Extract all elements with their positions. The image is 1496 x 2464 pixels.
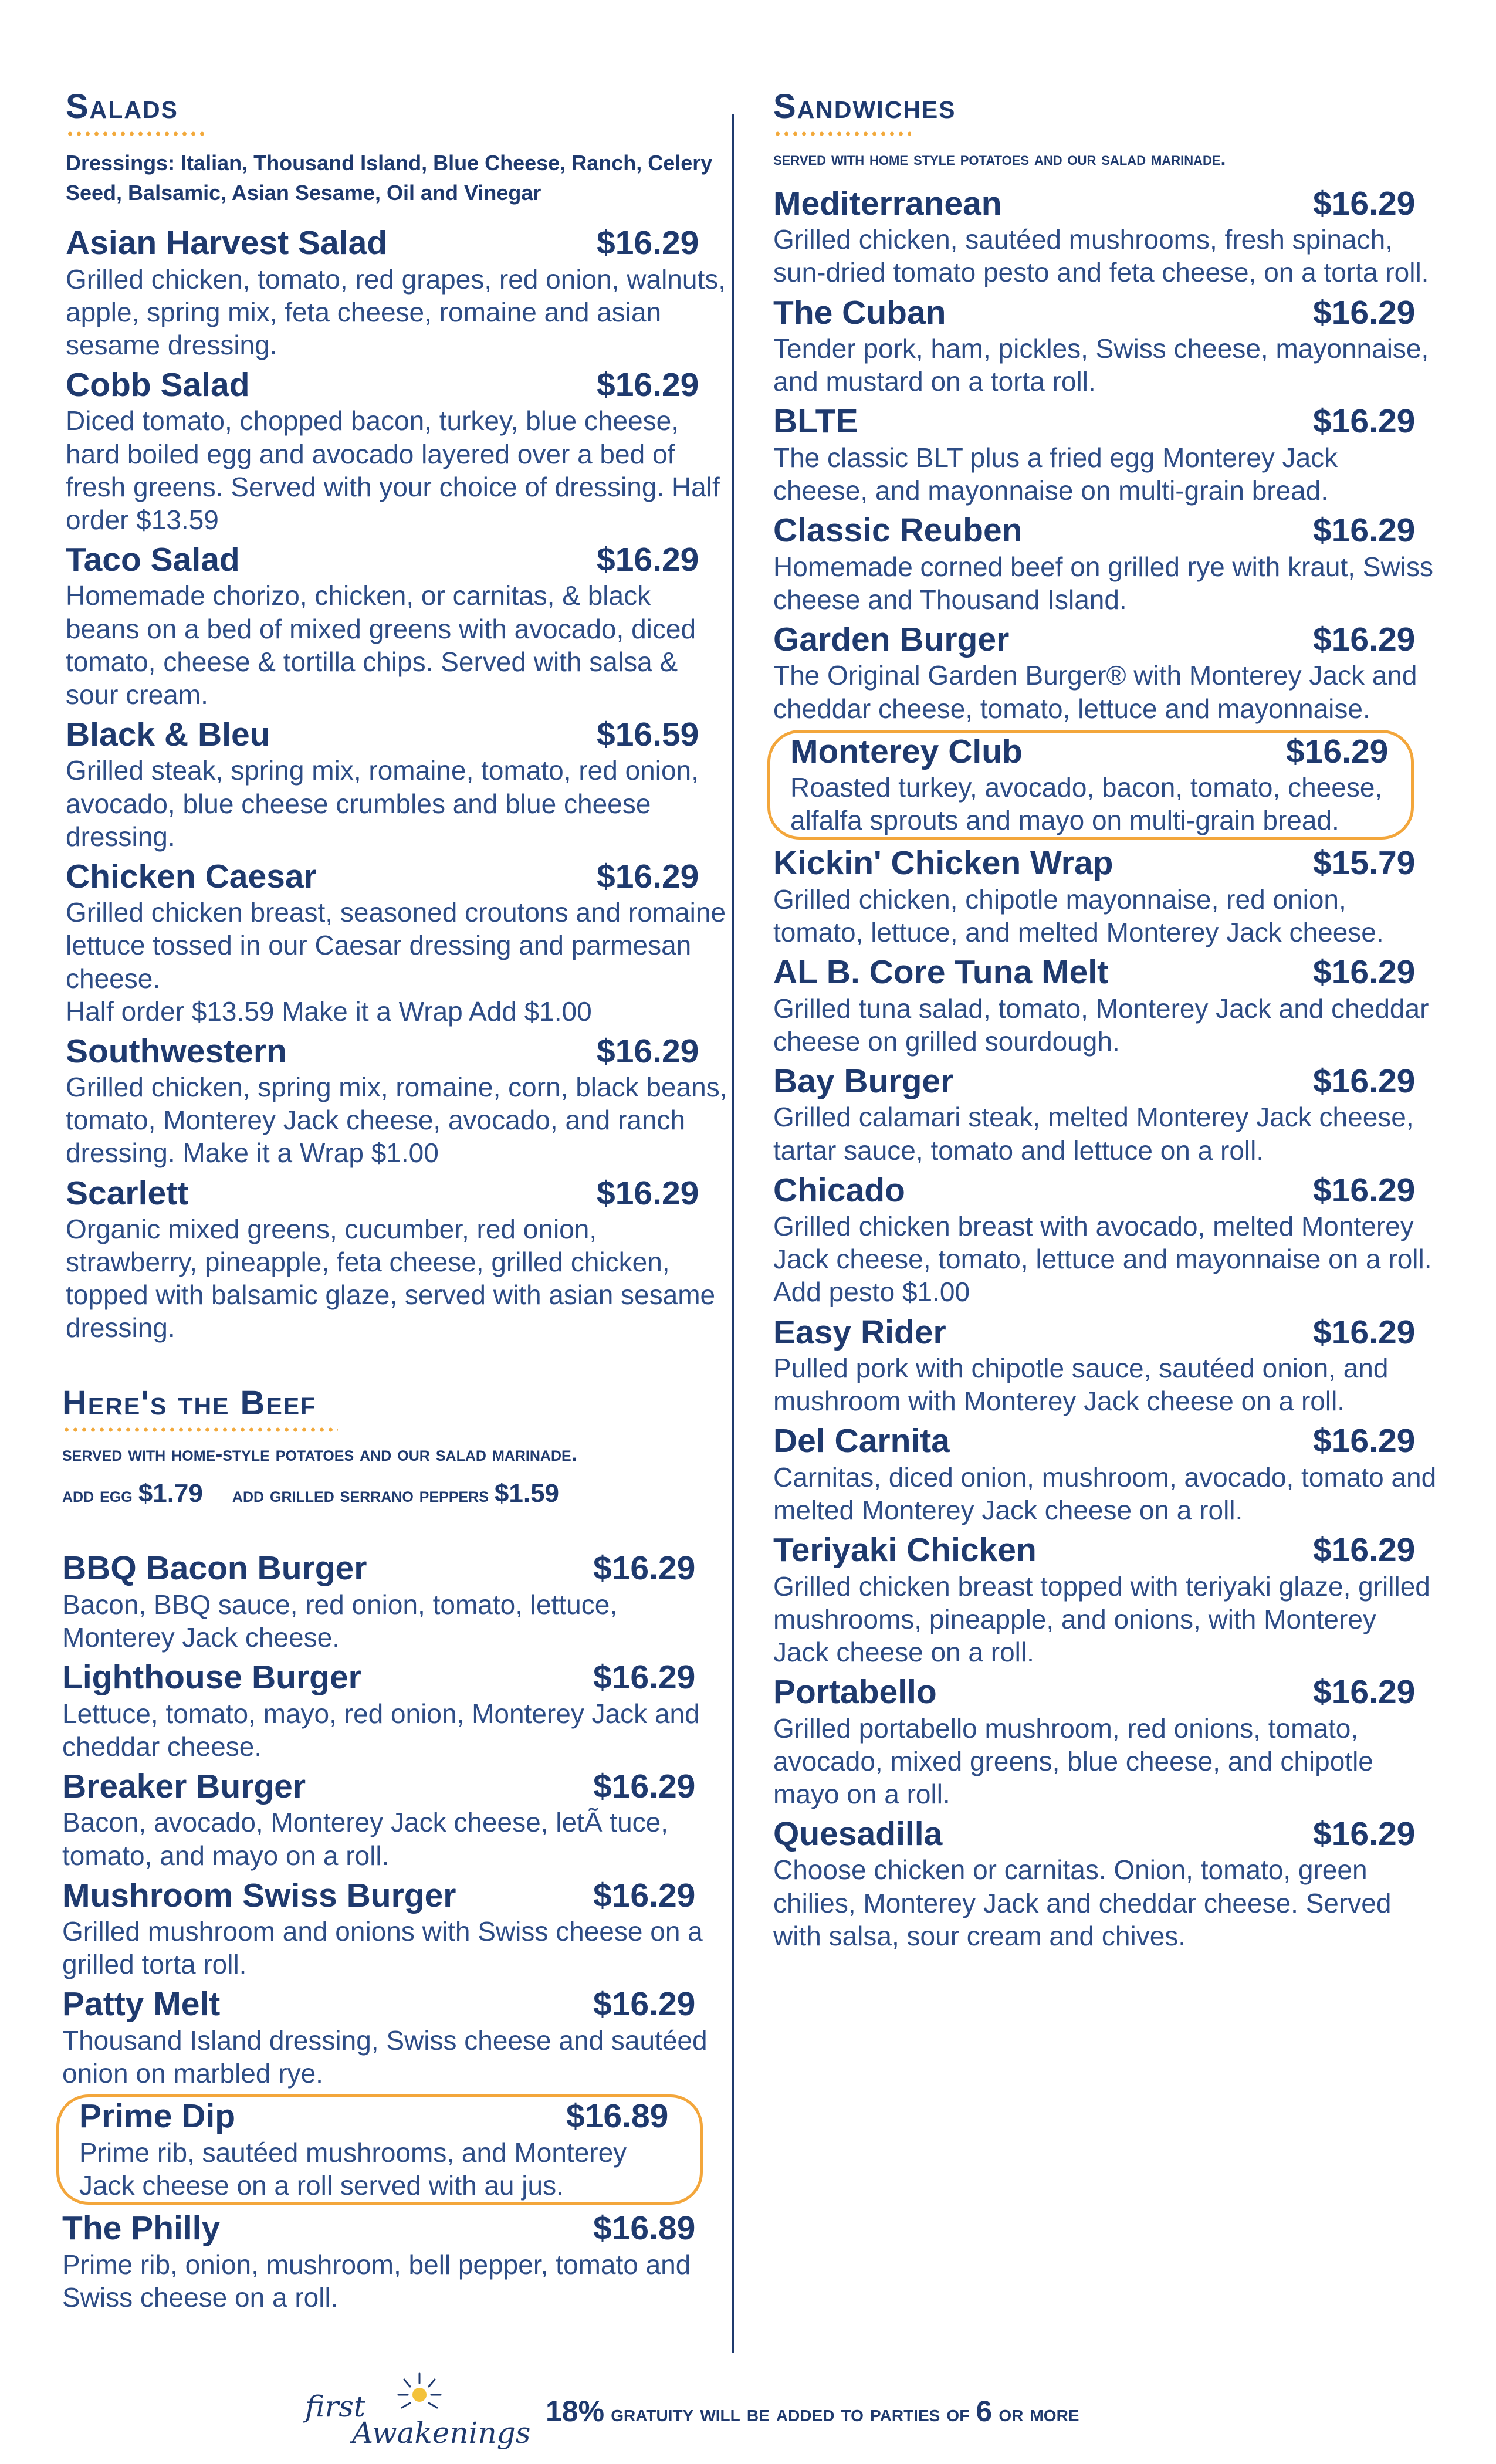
menu-item-header bbox=[773, 184, 1416, 224]
menu-item-description: Diced tomato, chopped bacon, turkey, blue cheese, hard boiled egg and avocado layered over a bed of fresh greens. Served with your choice of dressing. Half order $13.59 bbox=[66, 405, 720, 535]
menu-item-name: Quesadilla bbox=[773, 1815, 943, 1853]
menu-item bbox=[773, 953, 1439, 1058]
menu-item-header bbox=[62, 1877, 696, 1915]
menu-item-header bbox=[66, 366, 699, 405]
gratuity-text-mid: gratuity will be added to parties of bbox=[604, 2401, 976, 2426]
menu-item bbox=[773, 621, 1439, 725]
menu-item-description: Homemade chorizo, chicken, or carnitas, & black beans on a bed of mixed greens with avocado, diced tomato, cheese & tortilla chips. Served with salsa & sour cream. bbox=[66, 580, 696, 710]
menu-item bbox=[773, 844, 1439, 949]
menu-item bbox=[66, 541, 732, 711]
menu-item-header bbox=[62, 1768, 696, 1806]
footer bbox=[305, 2370, 1244, 2452]
menu-item bbox=[66, 1175, 732, 1345]
menu-item-description: Grilled mushroom and onions with Swiss cheese on a grilled torta roll. bbox=[62, 1916, 703, 1980]
menu-item-name: BLTE bbox=[773, 402, 858, 441]
menu-item-header bbox=[62, 1659, 696, 1697]
menu-item bbox=[773, 294, 1439, 398]
beef-title: Here's the Beef bbox=[62, 1383, 317, 1422]
menu-item-description: Grilled portabello mushroom, red onions, tomato, avocado, mixed greens, blue cheese, and chipotle mayo on a roll. bbox=[773, 1712, 1373, 1809]
menu-item-name: Mushroom Swiss Burger bbox=[62, 1876, 456, 1914]
menu-item-name: Patty Melt bbox=[62, 1985, 221, 2023]
logo-line2: Awakenings bbox=[352, 2416, 531, 2450]
menu-item-name: Monterey Club bbox=[790, 732, 1023, 770]
menu-item bbox=[62, 2209, 732, 2314]
menu-item-description: Grilled chicken breast, seasoned croutons and romaine lettuce tossed in our Caesar dressing and parmesan cheese. bbox=[66, 897, 726, 994]
menu-item-description: Prime rib, onion, mushroom, bell pepper, tomato and Swiss cheese on a roll. bbox=[62, 2249, 691, 2313]
menu-item-header bbox=[79, 2097, 669, 2136]
menu-item-price: $16.89 bbox=[566, 2097, 669, 2135]
menu-item-price: $16.89 bbox=[593, 2209, 696, 2247]
menu-item-price: $16.29 bbox=[1313, 1062, 1416, 1100]
menu-item bbox=[62, 1768, 732, 1872]
menu-item bbox=[66, 858, 732, 1028]
menu-item-name: Southwestern bbox=[66, 1032, 287, 1070]
menu-item-description: Bacon, avocado, Monterey Jack cheese, letÃ tuce, tomato, and mayo on a roll. bbox=[62, 1807, 669, 1871]
beef-addons bbox=[62, 1479, 732, 1508]
menu-item-price: $16.29 bbox=[1313, 1422, 1416, 1460]
menu-item-name: Chicken Caesar bbox=[66, 857, 317, 895]
menu-item bbox=[62, 1877, 732, 1981]
menu-item-header bbox=[66, 1033, 699, 1071]
menu-item-name: Taco Salad bbox=[66, 540, 240, 578]
menu-item-description: Grilled tuna salad, tomato, Monterey Jack and cheddar cheese on grilled sourdough. bbox=[773, 993, 1429, 1057]
menu-item-description: The Original Garden Burger® with Monterey Jack and cheddar cheese, tomato, lettuce and mayonnaise. bbox=[773, 660, 1417, 724]
addon-serrano-price: $1.59 bbox=[494, 1479, 560, 1508]
menu-item-header bbox=[66, 716, 699, 754]
menu-item-description: Carnitas, diced onion, mushroom, avocado, tomato and melted Monterey Jack cheese on a roll. bbox=[773, 1461, 1437, 1525]
menu-item-name: Del Carnita bbox=[773, 1422, 950, 1460]
menu-item-price: $16.29 bbox=[1313, 953, 1416, 991]
menu-item-price: $16.29 bbox=[1313, 1815, 1416, 1853]
salads-title: Salads bbox=[66, 87, 178, 126]
menu-item-header bbox=[66, 858, 699, 896]
menu-item-name: Scarlett bbox=[66, 1174, 189, 1212]
menu-item-description: Bacon, BBQ sauce, red onion, tomato, lettuce, Monterey Jack cheese. bbox=[62, 1589, 618, 1653]
menu-item-description: Grilled chicken, spring mix, romaine, corn, black beans, tomato, Monterey Jack cheese, avocado, and ranch dressing. Make it a Wrap $1.00 bbox=[66, 1072, 727, 1169]
menu-item bbox=[773, 1062, 1439, 1167]
beef-note: served with home-style potatoes and our salad marinade. bbox=[62, 1441, 577, 1466]
menu-item-header bbox=[62, 1985, 696, 2024]
menu-item bbox=[773, 1815, 1439, 1952]
menu-item-price: $16.29 bbox=[1313, 402, 1416, 441]
menu-item bbox=[773, 402, 1439, 507]
menu-item-description: Grilled chicken, chipotle mayonnaise, red onion, tomato, lettuce, and melted Monterey Jack cheese. bbox=[773, 884, 1384, 948]
sandwiches-title-dots bbox=[773, 131, 911, 136]
menu-item-header bbox=[773, 953, 1416, 992]
menu-item-price: $16.29 bbox=[1313, 512, 1416, 550]
menu-item-header bbox=[66, 224, 699, 263]
menu-item-price: $16.29 bbox=[593, 1876, 696, 1914]
menu-item-price: $16.29 bbox=[593, 1985, 696, 2023]
menu-item-name: Bay Burger bbox=[773, 1062, 954, 1100]
menu-item-price: $16.29 bbox=[1313, 620, 1416, 658]
menu-item-price: $16.29 bbox=[593, 1549, 696, 1588]
menu-item-description: Homemade corned beef on grilled rye with kraut, Swiss cheese and Thousand Island. bbox=[773, 551, 1433, 615]
salads-section bbox=[66, 88, 732, 1345]
menu-item bbox=[773, 1314, 1439, 1418]
addon-egg-label: add egg bbox=[62, 1483, 133, 1507]
menu-item-header bbox=[773, 1171, 1416, 1210]
menu-item-name: Classic Reuben bbox=[773, 512, 1023, 550]
menu-item-description: Thousand Island dressing, Swiss cheese and sautéed onion on marbled rye. bbox=[62, 2025, 708, 2089]
menu-item-name: The Cuban bbox=[773, 293, 946, 331]
gratuity-notice bbox=[546, 2394, 1079, 2428]
logo-line1: first bbox=[305, 2389, 366, 2424]
menu-item bbox=[773, 1422, 1439, 1527]
menu-item-header bbox=[773, 293, 1416, 333]
menu-item-header bbox=[62, 2209, 696, 2248]
sandwiches-list bbox=[773, 185, 1439, 1952]
left-column bbox=[62, 87, 732, 2314]
menu-item-name: Portabello bbox=[773, 1673, 937, 1711]
menu-item-name: The Philly bbox=[62, 2209, 221, 2247]
menu-item bbox=[773, 185, 1439, 289]
menu-item-header bbox=[66, 1175, 699, 1213]
beef-list bbox=[62, 1549, 732, 2313]
menu-item-header bbox=[773, 402, 1416, 441]
sandwiches-note: served with home style potatoes and our salad marinade. bbox=[773, 147, 1226, 169]
salads-title-dots bbox=[66, 131, 204, 136]
menu-item-name: Lighthouse Burger bbox=[62, 1659, 361, 1697]
menu-item-price: $16.29 bbox=[1313, 1171, 1416, 1209]
menu-item-header bbox=[773, 1313, 1416, 1352]
right-column bbox=[773, 88, 1439, 1952]
menu-item-header bbox=[773, 1815, 1416, 1854]
addon-serrano-label: add grilled serrano peppers bbox=[232, 1483, 489, 1507]
menu-item-name: Chicado bbox=[773, 1171, 905, 1209]
sandwiches-title: Sandwiches bbox=[773, 87, 956, 126]
menu-item-price: $16.29 bbox=[597, 224, 699, 262]
menu-item-price: $16.29 bbox=[1313, 184, 1416, 222]
addon-egg-price: $1.79 bbox=[138, 1479, 203, 1508]
menu-item-header bbox=[773, 1062, 1416, 1101]
first-awakenings-logo bbox=[305, 2370, 531, 2452]
menu-item-price: $16.29 bbox=[593, 1659, 696, 1697]
menu-item-name: AL B. Core Tuna Melt bbox=[773, 953, 1109, 991]
menu-item-description: Grilled chicken, tomato, red grapes, red onion, walnuts, apple, spring mix, feta cheese, romaine and asian sesame dressing. bbox=[66, 263, 726, 360]
logo-text bbox=[305, 2389, 531, 2450]
menu-item-name: BBQ Bacon Burger bbox=[62, 1549, 367, 1588]
menu-item-extra: Half order $13.59 Make it a Wrap Add $1.00 bbox=[66, 996, 592, 1027]
menu-item-name: Easy Rider bbox=[773, 1313, 946, 1351]
menu-item-header bbox=[773, 1673, 1416, 1712]
menu-item-description: Organic mixed greens, cucumber, red onion, strawberry, pineapple, feta cheese, grilled chicken, topped with balsamic glaze, served with asian sesame dressing. bbox=[66, 1214, 716, 1343]
menu-item bbox=[66, 224, 732, 361]
menu-item-header bbox=[790, 732, 1389, 771]
beef-section bbox=[62, 1385, 732, 2314]
menu-item-price: $16.29 bbox=[597, 1174, 699, 1212]
menu-item-price: $16.29 bbox=[597, 857, 699, 895]
menu-item bbox=[62, 1549, 732, 1654]
menu-item-name: Breaker Burger bbox=[62, 1767, 306, 1805]
menu-item-header bbox=[773, 1531, 1416, 1570]
menu-item-description: Tender pork, ham, pickles, Swiss cheese, mayonnaise, and mustard on a torta roll. bbox=[773, 333, 1429, 397]
gratuity-party-size: 6 bbox=[976, 2395, 993, 2428]
salads-list bbox=[66, 224, 732, 1345]
menu-item-price: $16.29 bbox=[1286, 732, 1389, 770]
gratuity-percent: 18% bbox=[546, 2395, 605, 2428]
menu-item-description: Prime rib, sautéed mushrooms, and Monterey Jack cheese on a roll served with au jus. bbox=[79, 2137, 627, 2201]
menu-item-description: Grilled steak, spring mix, romaine, tomato, red onion, avocado, blue cheese crumbles and blue cheese dressing. bbox=[66, 755, 699, 852]
menu-item-header bbox=[773, 1422, 1416, 1461]
menu-item-price: $16.29 bbox=[1313, 1313, 1416, 1351]
menu-item-description: The classic BLT plus a fried egg Monterey Jack cheese, and mayonnaise on multi-grain bread. bbox=[773, 442, 1338, 506]
menu-item-price: $16.29 bbox=[597, 1032, 699, 1070]
salads-dressings: Dressings: Italian, Thousand Island, Blue Cheese, Ranch, Celery Seed, Balsamic, Asian Sesame, Oil and Vinegar bbox=[66, 150, 713, 205]
menu-item-name: Mediterranean bbox=[773, 184, 1002, 222]
menu-item-price: $16.59 bbox=[597, 715, 699, 753]
menu-item-header bbox=[66, 541, 699, 580]
menu-item-description: Roasted turkey, avocado, bacon, tomato, cheese, alfalfa sprouts and mayo on multi-grain bread. bbox=[790, 772, 1383, 836]
menu-item bbox=[773, 512, 1439, 616]
menu-item-price: $16.29 bbox=[1313, 1673, 1416, 1711]
menu-item-name: Asian Harvest Salad bbox=[66, 224, 388, 262]
menu-item bbox=[773, 1531, 1439, 1668]
menu-item-name: Kickin' Chicken Wrap bbox=[773, 844, 1113, 882]
beef-title-dots bbox=[62, 1427, 338, 1432]
menu-item-name: Black & Bleu bbox=[66, 715, 270, 753]
menu-item-name: Cobb Salad bbox=[66, 365, 250, 404]
menu-item-description: Lettuce, tomato, mayo, red onion, Monterey Jack and cheddar cheese. bbox=[62, 1698, 700, 1762]
menu-item bbox=[773, 1172, 1439, 1309]
menu-item-description: Choose chicken or carnitas. Onion, tomato, green chilies, Monterey Jack and cheddar cheese. Served with salsa, sour cream and chives. bbox=[773, 1854, 1392, 1951]
menu-item-header bbox=[773, 512, 1416, 550]
menu-item bbox=[56, 2094, 703, 2205]
menu-item-header bbox=[773, 620, 1416, 659]
menu-item bbox=[66, 366, 732, 536]
column-divider bbox=[732, 114, 734, 2353]
menu-item-price: $16.29 bbox=[597, 365, 699, 404]
menu-item-price: $16.29 bbox=[1313, 1531, 1416, 1569]
menu-item-price: $16.29 bbox=[597, 540, 699, 578]
menu-item-name: Teriyaki Chicken bbox=[773, 1531, 1037, 1569]
menu-item-price: $16.29 bbox=[1313, 293, 1416, 331]
menu-item-description: Grilled chicken breast topped with teriyaki glaze, grilled mushrooms, pineapple, and onions, with Monterey Jack cheese on a roll. bbox=[773, 1571, 1430, 1667]
menu-item-header bbox=[62, 1549, 696, 1588]
menu-item-description: Grilled calamari steak, melted Monterey Jack cheese, tartar sauce, tomato and lettuce on a roll. bbox=[773, 1102, 1414, 1166]
menu-item bbox=[62, 1985, 732, 2090]
menu-item bbox=[62, 1659, 732, 1763]
gratuity-text-end: or more bbox=[992, 2401, 1079, 2426]
menu-item-name: Prime Dip bbox=[79, 2097, 236, 2135]
menu-item bbox=[773, 1673, 1439, 1810]
menu-item-header bbox=[773, 844, 1416, 883]
menu-item bbox=[767, 730, 1414, 840]
menu-item bbox=[66, 716, 732, 853]
menu-item-price: $16.29 bbox=[593, 1767, 696, 1805]
menu-item-name: Garden Burger bbox=[773, 620, 1010, 658]
menu-item-description: Pulled pork with chipotle sauce, sautéed onion, and mushroom with Monterey Jack cheese on a roll. bbox=[773, 1353, 1389, 1417]
menu-item-description: Grilled chicken, sautéed mushrooms, fresh spinach, sun-dried tomato pesto and feta cheese, on a torta roll. bbox=[773, 224, 1429, 288]
menu-item bbox=[66, 1033, 732, 1170]
menu-item-price: $15.79 bbox=[1313, 844, 1416, 882]
menu-item-description: Grilled chicken breast with avocado, melted Monterey Jack cheese, tomato, lettuce and mayonnaise on a roll. Add pesto $1.00 bbox=[773, 1211, 1432, 1308]
